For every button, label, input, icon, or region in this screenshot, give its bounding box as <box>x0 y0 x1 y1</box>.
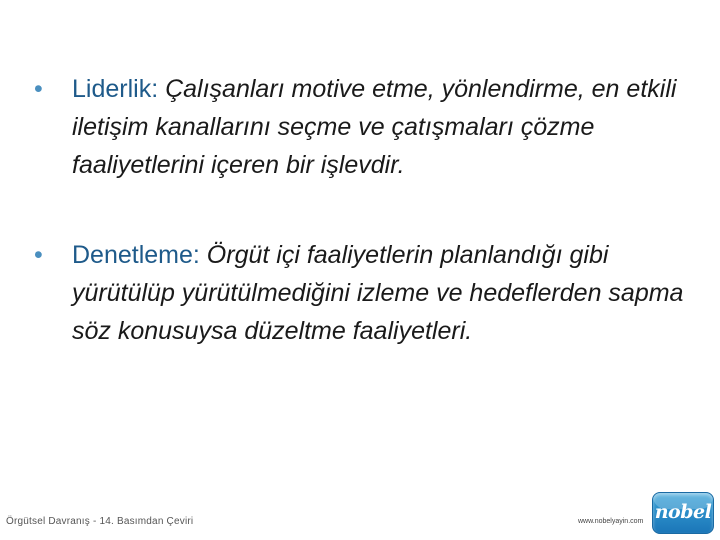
logo-text: nobel <box>654 501 712 523</box>
bullet-definition: Çalışanları motive etme, yönlendirme, en etkili iletişim kanallarını seçme ve çatışmaları çözme faaliyetlerini içeren bir işlevdir. <box>72 75 677 179</box>
bullet-dot-icon: • <box>34 241 43 269</box>
nobel-logo <box>652 492 714 534</box>
bullet-item-denetleme <box>34 236 684 350</box>
footer-book-title: Örgütsel Davranış - 14. Basımdan Çeviri <box>6 516 194 527</box>
bullet-term: Denetleme: <box>72 241 207 269</box>
bullet-term: Liderlik: <box>72 75 166 103</box>
bullet-dot-icon: • <box>34 75 43 103</box>
bullet-list <box>34 70 684 350</box>
bullet-definition: Örgüt içi faaliyetlerin planlandığı gibi yürütülüp yürütülmediğini izleme ve hedeflerden sapma söz konusuysa düzeltme faaliyetleri. <box>72 241 684 345</box>
bullet-item-liderlik <box>34 70 684 184</box>
footer-website: www.nobelyayin.com <box>578 518 644 525</box>
